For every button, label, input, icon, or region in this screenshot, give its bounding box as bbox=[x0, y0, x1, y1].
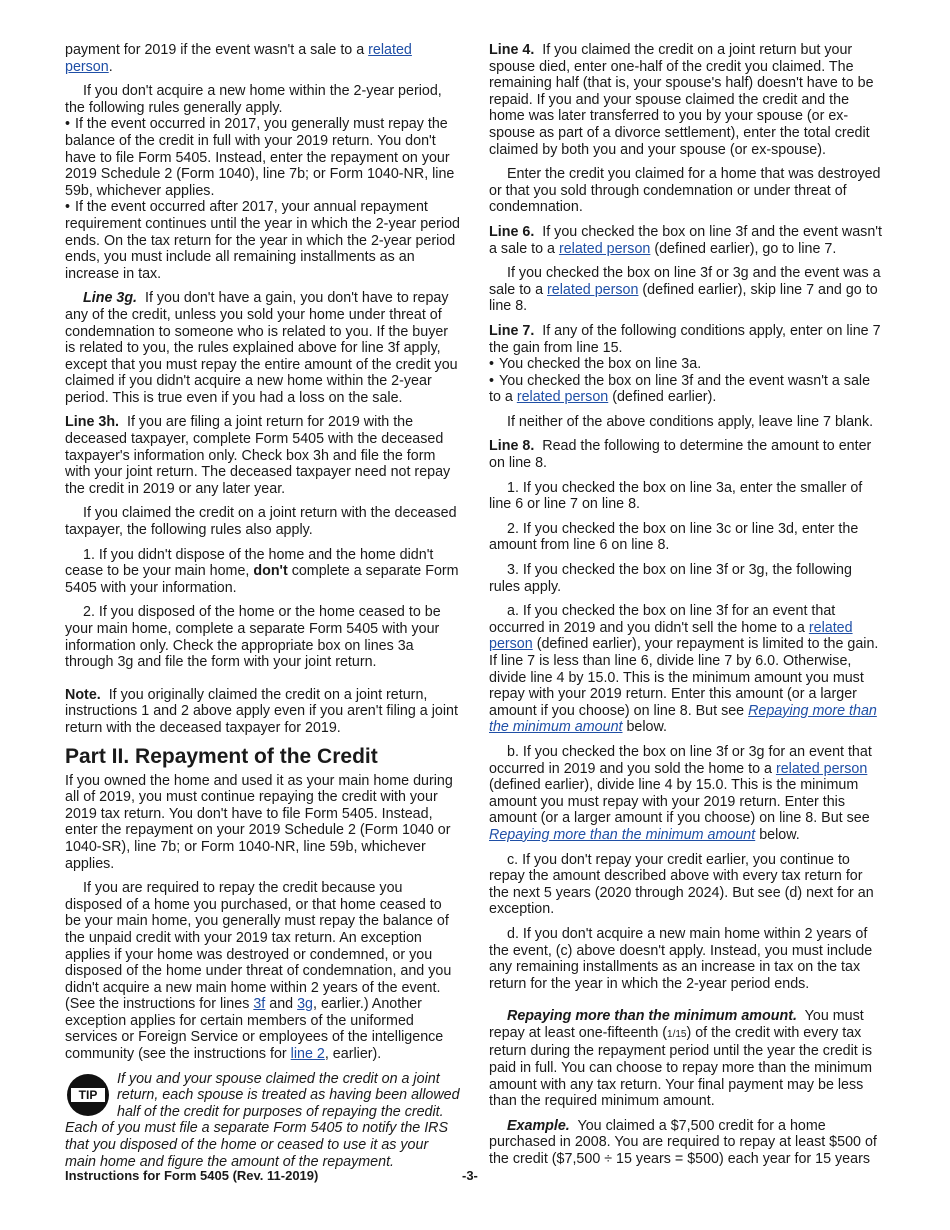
related-person-link[interactable]: related person bbox=[547, 281, 639, 298]
line-7-bullets bbox=[489, 356, 885, 406]
paragraph-two-year: If you don't acquire a new home within the 2-year period, the following rules generally apply. bbox=[65, 83, 442, 116]
line-6-paragraph-2: If you checked the box on line 3f or 3g and the event was a sale to a related person (defined earlier), skip line 7 and go to line 8. bbox=[489, 265, 881, 315]
line-8-item-c: c. If you don't repay your credit earlier, you continue to repay the amount described above with every tax return for the next 5 years (2020 through 2024). But see (d) next for an exception. bbox=[489, 851, 874, 918]
note-paragraph: Note. If you originally claimed the credit on a joint return, instructions 1 and 2 above apply even if you aren't filing a joint return with the deceased taxpayer for 2019. bbox=[65, 686, 458, 736]
repaying-more-link[interactable]: Repaying more than the minimum amount bbox=[489, 702, 877, 736]
part-ii-paragraph-2: If you are required to repay the credit because you disposed of a home you purchased, or that home ceased to be your main home, you generally must repay the balance of the unpaid credit with your 2019 tax return. An exception applies if your home was destroyed or condemned, or you disposed of the home under threat of condemnation, and you didn't acquire a new main home within 2 years of the event. (See the instructions for lines 3f and 3g, earlier.) Another exception applies for certain members of the uniformed services or Foreign Service or employees of the intelligence community (see the instructions for line 2, earlier). bbox=[65, 880, 452, 1063]
tip-text: If you and your spouse claimed the credit on a joint return, each spouse is treated as having been allowed half of the credit for purposes of repaying the credit. Each of you must file a separate Form 5405 to notify the IRS that you disposed of the home or ceased to use it as your main home and figure the amount of the repayment. bbox=[65, 1070, 460, 1170]
tip-icon: TIP bbox=[65, 1073, 109, 1117]
right-column bbox=[489, 42, 885, 1176]
line-7-label: Line 7. bbox=[489, 322, 535, 339]
example-paragraph: Example. You claimed a $7,500 credit for a home purchased in 2008. You are required to repay at least $500 of the credit ($7,500 ÷ 15 years = $500) each year for 15 years bbox=[489, 1117, 877, 1168]
numbered-item-1: 1. If you didn't dispose of the home and the home didn't cease to be your main home, don't complete a separate Form 5405 with your information. bbox=[65, 546, 459, 596]
bullet-item: • If the event occurred after 2017, your annual repayment requirement continues until the year in which the 2-year period ends. On the tax return for the year in which the 2-year period ends, you must include all remaining installments as an increase in tax. bbox=[65, 199, 461, 282]
related-person-link[interactable]: related person bbox=[65, 42, 412, 75]
page-number: -3- bbox=[462, 1168, 478, 1183]
line-8-paragraph: Line 8. Read the following to determine the amount to enter on line 8. bbox=[489, 438, 872, 472]
line-8-item-2: 2. If you checked the box on line 3c or line 3d, enter the amount from line 6 on line 8. bbox=[489, 520, 859, 554]
line-6-label: Line 6. bbox=[489, 223, 535, 240]
line-8-item-1: 1. If you checked the box on line 3a, enter the smaller of line 6 or line 7 on line 8. bbox=[489, 479, 863, 513]
section-heading-part-ii: Part II. Repayment of the Credit bbox=[65, 744, 378, 768]
line-7-paragraph: Line 7. If any of the following conditions apply, enter on line 7 the gain from line 15. bbox=[489, 322, 881, 356]
bullet-list-events bbox=[65, 116, 461, 282]
note-label: Note. bbox=[65, 686, 101, 703]
line-8-label: Line 8. bbox=[489, 438, 535, 455]
repaying-more-paragraph: Repaying more than the minimum amount. You must repay at least one-fifteenth (1/15) of the credit with every tax return during the repayment period until the year the credit is paid in full. You can choose to repay more than the minimum amount with any tax return. Your final payment may be less than the required minimum amount. bbox=[489, 1008, 873, 1110]
related-person-link[interactable]: related person bbox=[558, 240, 651, 257]
repaying-more-link[interactable]: Repaying more than the minimum amount bbox=[489, 826, 756, 843]
paragraph-deceased-rules: If you claimed the credit on a joint return with the deceased taxpayer, the following rules also apply. bbox=[65, 505, 457, 539]
line-4-paragraph-2: Enter the credit you claimed for a home that was destroyed or that you sold through condemnation or under threat of condemnation. bbox=[489, 166, 881, 216]
part-ii-paragraph-1: If you owned the home and used it as your main home during all of 2019, you must continue repaying the credit with your 2019 tax return. You don't have to file Form 5405. Instead, enter the repayment on your 2019 Schedule 2 (Form 1040 or 1040-SR), line 7b; or Form 1040-NR, line 59b, whichever applies. bbox=[65, 772, 453, 872]
line-3h-label: Line 3h. bbox=[65, 414, 120, 431]
related-person-link[interactable]: related person bbox=[516, 389, 609, 406]
related-person-link[interactable]: related person bbox=[489, 619, 853, 653]
bullet-item: • You checked the box on line 3a. bbox=[489, 356, 885, 373]
bullet-item: • You checked the box on line 3f and the event wasn't a sale to a related person (defined earlier). bbox=[489, 373, 885, 406]
line-3g-link[interactable]: 3g bbox=[297, 996, 313, 1013]
line-8-item-d: d. If you don't acquire a new main home within 2 years of the event, (c) above doesn't apply. Instead, you must include any remaining installments as an increase in tax on the tax return for the year in which the 2-year period ends. bbox=[489, 925, 873, 992]
paragraph-continued: payment for 2019 if the event wasn't a sale to a related person. bbox=[65, 42, 412, 75]
numbered-item-2: 2. If you disposed of the home or the home ceased to be your main home, complete a separate Form 5405 with your information only. Check the appropriate box on lines 3a through 3g and file the form with your joint return. bbox=[65, 604, 441, 671]
line-7-paragraph-2: If neither of the above conditions apply, leave line 7 blank. bbox=[507, 413, 874, 430]
line-8-item-b: b. If you checked the box on line 3f or 3g for an event that occurred in 2019 and you sold the home to a related person (defined earlier), divide line 4 by 15.0. This is the minimum amount you must repay with your 2019 return. Enter this amount (or a larger amount if you choose) on line 8. But see Repaying more than the minimum amount below. bbox=[489, 743, 872, 843]
line-2-link[interactable]: line 2 bbox=[290, 1046, 325, 1063]
line-3g-paragraph: Line 3g. If you don't have a gain, you don't have to repay any of the credit, unless you sold your home under threat of condemnation to someone who is related to you. If the buyer is related to you, the rules explained above for line 3f apply, except that you must repay the entire amount of the credit you claimed if you didn't acquire a new home within the 2-year period. This is true even if you had a loss on the sale. bbox=[65, 290, 458, 406]
line-8-item-3: 3. If you checked the box on line 3f or 3g, the following rules apply. bbox=[489, 562, 852, 595]
left-column bbox=[65, 42, 461, 1170]
line-4-label: Line 4. bbox=[489, 42, 535, 58]
line-3f-link[interactable]: 3f bbox=[253, 996, 266, 1013]
line-3h-paragraph: Line 3h. If you are filing a joint return for 2019 with the deceased taxpayer, complete Form 5405 with the deceased taxpayer's information only. Check box 3h and file the form with your joint return. The deceased taxpayer need not repay the credit in 2019 or any later year. bbox=[65, 414, 451, 497]
line-4-paragraph: Line 4. If you claimed the credit on a joint return but your spouse died, enter one-half of the credit you claimed. The remaining half (that is, your spouse's half) doesn't have to be repaid. If you and your spouse claimed the credit and the home was later transferred to you by your spouse (or ex-spouse as part of a divorce settlement), enter the total credit claimed by both you and your spouse (or ex-spouse). bbox=[489, 42, 874, 158]
footer-title: Instructions for Form 5405 (Rev. 11-2019) bbox=[65, 1168, 319, 1183]
line-3g-label: Line 3g. bbox=[83, 290, 138, 307]
fraction-one-fifteenth: 1/15 bbox=[667, 1028, 687, 1040]
tip-box bbox=[65, 1071, 461, 1171]
bullet-item: • If the event occurred in 2017, you generally must repay the balance of the credit in full with your 2019 return. You don't have to file Form 5405. Instead, enter the repayment on your 2019 Schedule 2 (Form 1040), line 7b; or Form 1040-NR, line 59b, whichever applies. bbox=[65, 116, 461, 199]
line-6-paragraph: Line 6. If you checked the box on line 3f and the event wasn't a sale to a related person (defined earlier), go to line 7. bbox=[489, 223, 882, 257]
example-label: Example. bbox=[507, 1117, 570, 1134]
related-person-link[interactable]: related person bbox=[775, 760, 868, 777]
line-8-item-a: a. If you checked the box on line 3f for an event that occurred in 2019 and you didn't sell the home to a related person (defined earlier), your repayment is limited to the gain. If line 7 is less than line 6, divide line 7 by 6.0. Otherwise, divide line 4 by 15.0. This is the minimum amount you must repay with your 2019 return. Enter this amount (or a larger amount if you choose) on line 8. But see Repaying more than the minimum amount below. bbox=[489, 603, 879, 736]
repaying-more-label: Repaying more than the minimum amount. bbox=[507, 1008, 797, 1025]
